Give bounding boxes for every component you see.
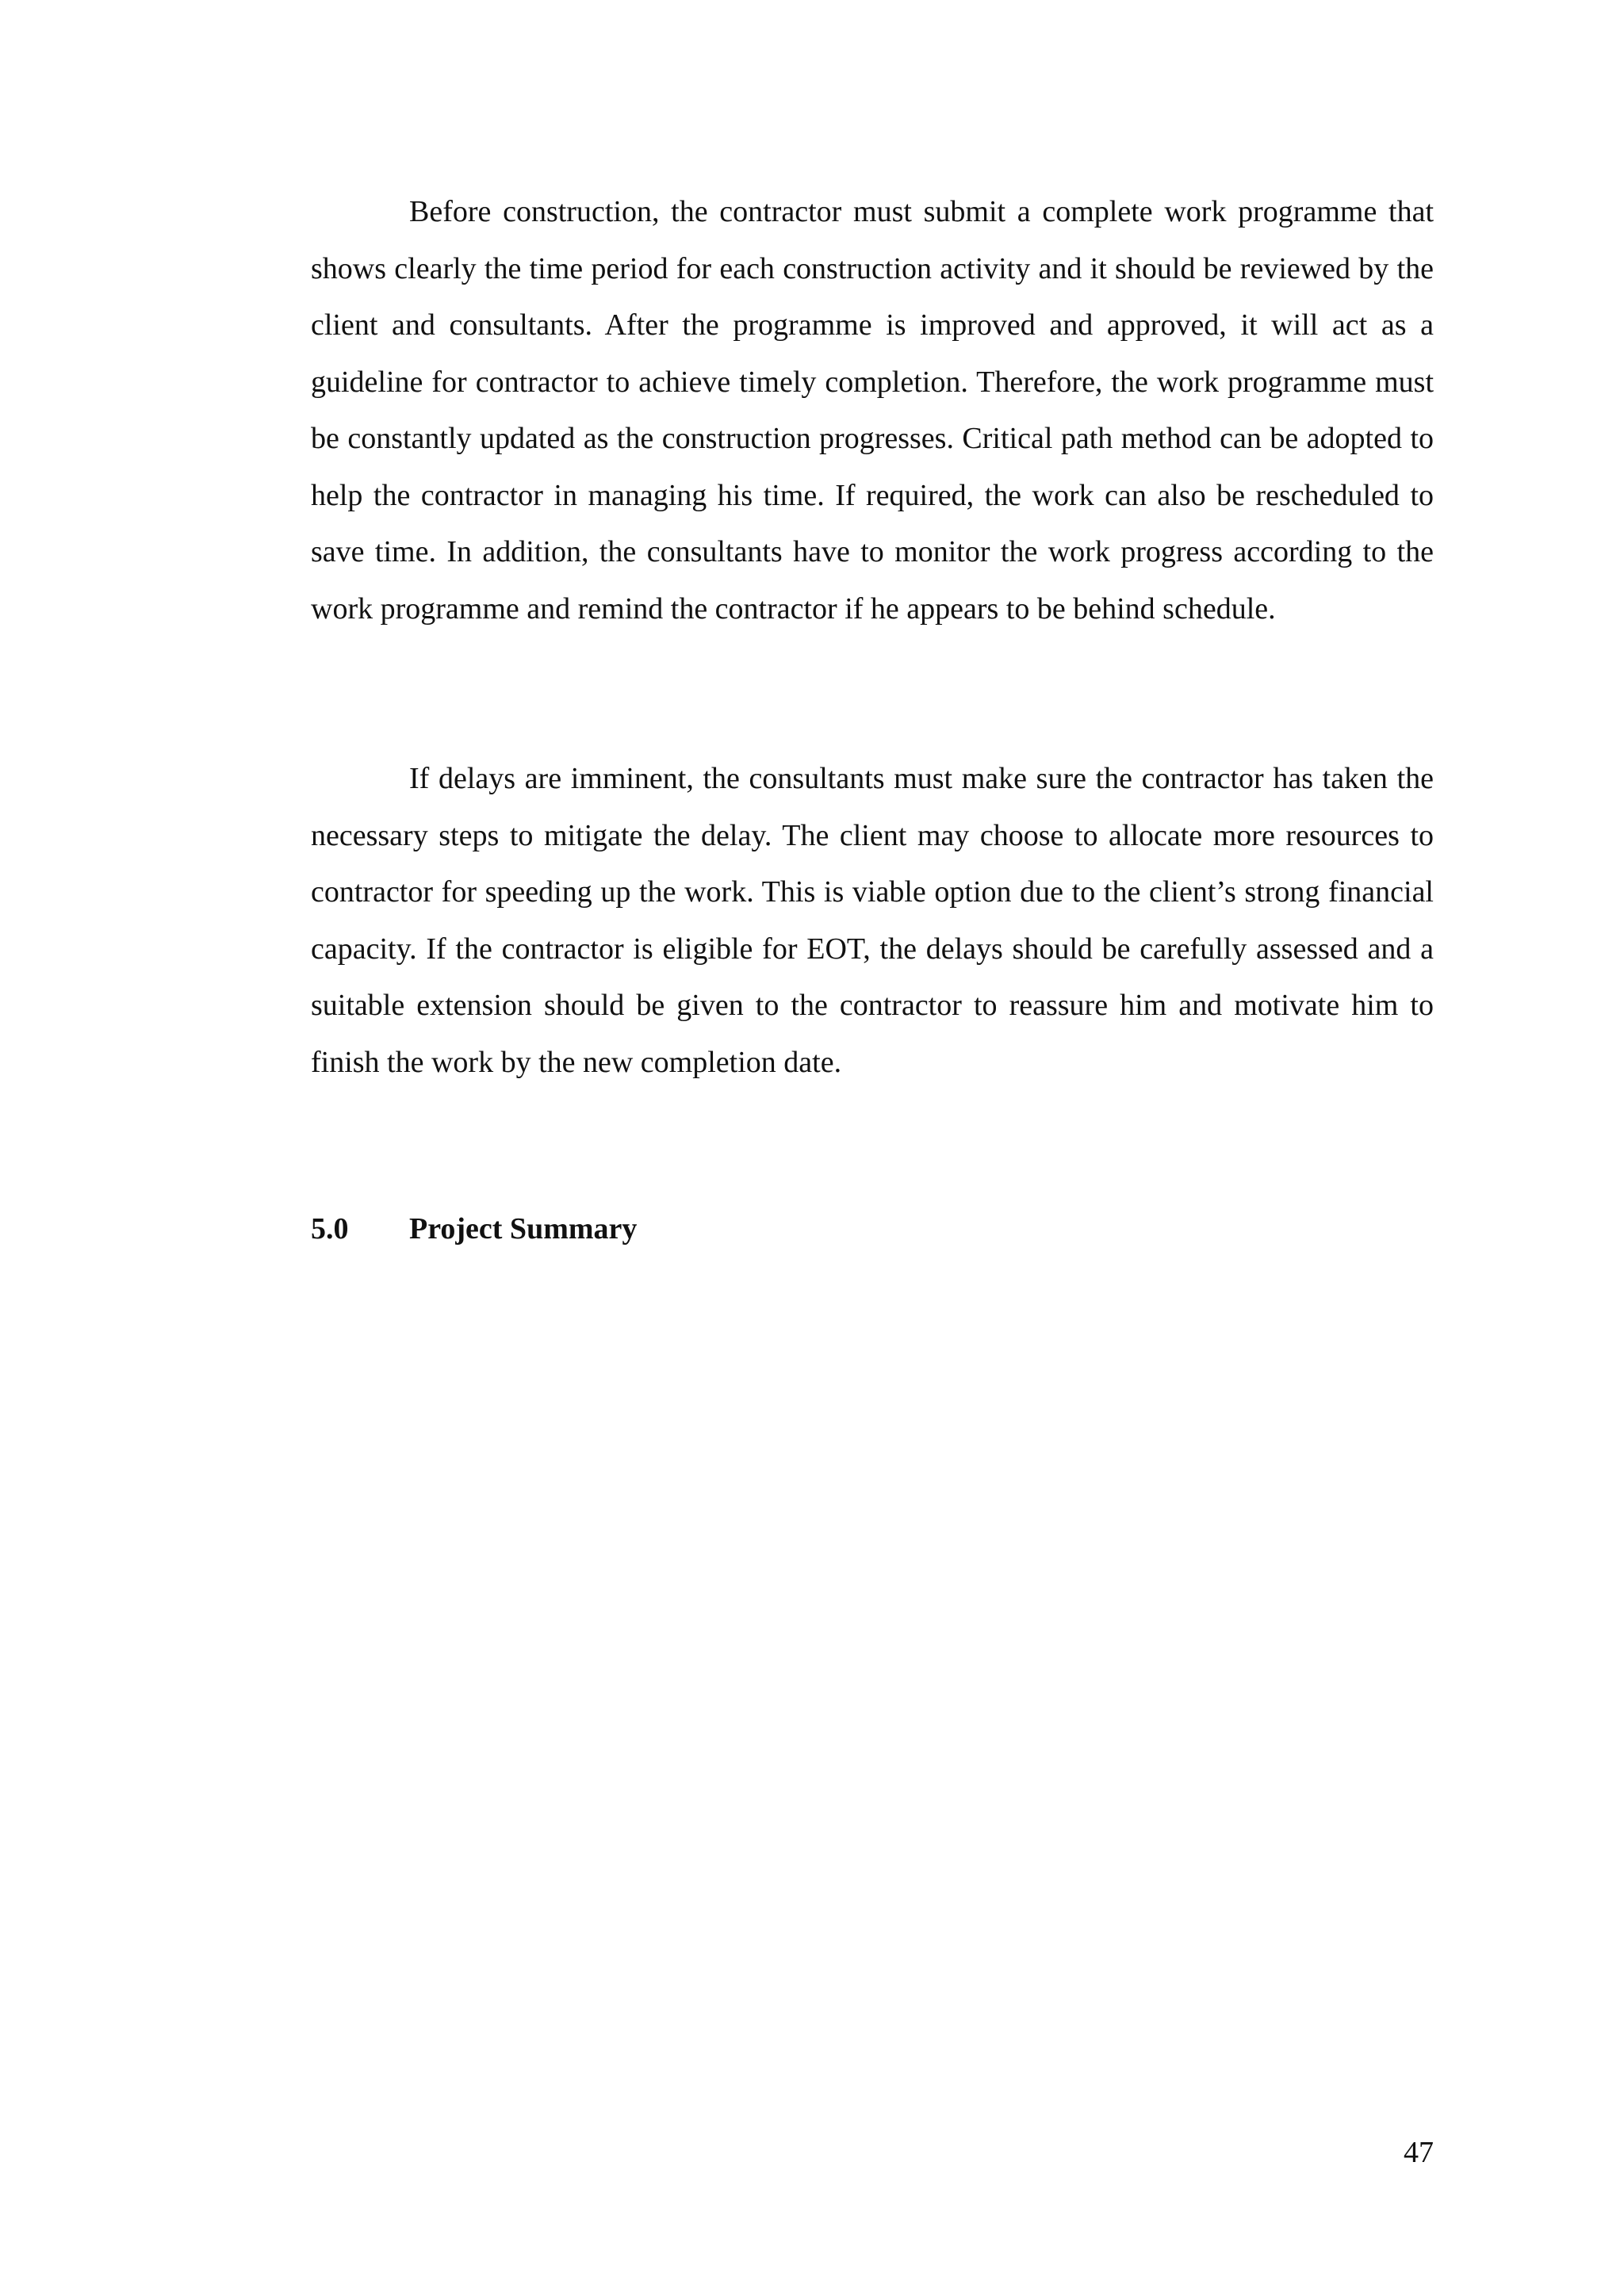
section-title: Project Summary — [409, 1212, 638, 1246]
body-paragraph-work-programme: Before construction, the contractor must submit a complete work programme that shows clearly the time period for each construction activity and it should be reviewed by the client and consultants. After the programme is improved and approved, it will act as a guideline for contractor to achieve timely completion. Therefore, the work programme must be constantly updated as the construction progresses. Critical path method can be adopted to help the contractor in managing his time. If required, the work can also be rescheduled to save time. In addition, the consultants have to monitor the work progress according to the work programme and remind the contractor if he appears to be behind schedule. — [311, 195, 1434, 626]
section-number: 5.0 — [311, 1212, 349, 1246]
page-number: 47 — [1404, 2136, 1434, 2169]
body-paragraph-delays: If delays are imminent, the consultants must make sure the contractor has taken the necessary steps to mitigate the delay. The client may choose to allocate more resources to contractor for speeding up the work. This is viable option due to the client’s strong financial capacity. If the contractor is eligible for EOT, the delays should be carefully assessed and a suitable extension should be given to the contractor to reassure him and motivate him to finish the work by the new completion date. — [311, 762, 1434, 1079]
section-heading — [311, 1205, 637, 1253]
